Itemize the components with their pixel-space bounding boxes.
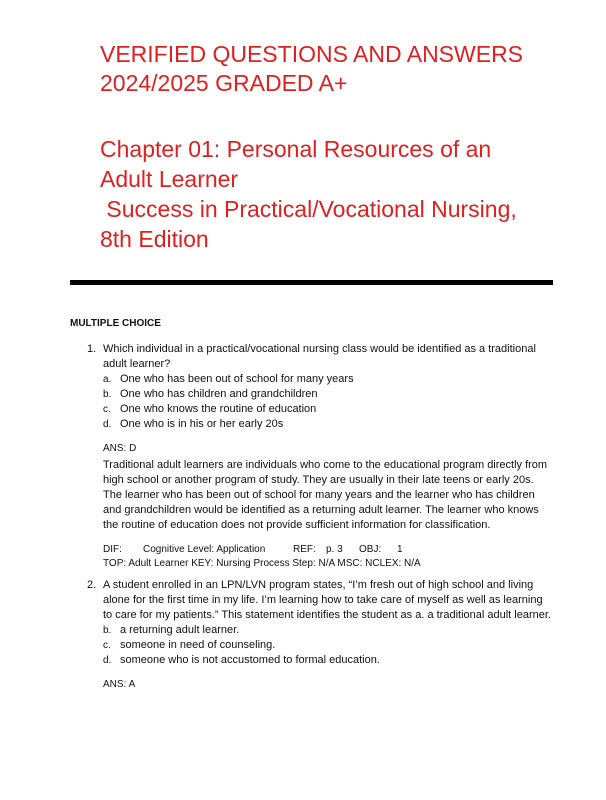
option-text: One who has children and grandchildren [120,388,318,400]
answer-key: ANS: A [103,679,136,690]
option-text: a returning adult learner. [120,624,240,636]
chapter-line-2: Adult Learner [100,166,239,192]
option-b [103,623,552,638]
answer-options [103,372,552,432]
option-letter: c. [103,640,111,651]
ref-value: p. 3 [326,544,343,555]
question-number: 2. [87,579,97,591]
ref-label: REF: [293,544,316,555]
answer-key: ANS: D [103,443,137,454]
question-1 [87,342,552,571]
chapter-line-1: Chapter 01: Personal Resources of an [100,136,492,162]
option-text: someone who is not accustomed to formal education. [120,654,380,666]
option-d [103,653,552,668]
option-d [103,417,552,432]
metadata-row-1 [103,543,552,557]
document-title-block [100,40,570,254]
option-c [103,402,552,417]
option-c [103,638,552,653]
answer-options [103,623,552,668]
question-number: 1. [87,343,97,355]
option-text: One who is in his or her early 20s [120,418,284,430]
option-a [103,372,552,387]
option-letter: b. [103,389,112,400]
question-metadata [103,543,552,571]
option-letter: a. [103,374,112,385]
answer-rationale: Traditional adult learners are individuals who come to the educational program directly from high school or another program of study. They are usually in their late teens or early 20s. The learner who has been out of school for many years and the learner who has children and grandchildren would be identified as a returning adult learner. The learner who knows the routine of education does not provide sufficient information for classification. [103,459,548,531]
option-letter: b. [103,625,112,636]
section-title: MULTIPLE CHOICE [70,318,161,329]
question-stem: Which individual in a practical/vocational nursing class would be identified as a traditional adult learner? [103,343,536,370]
verified-line-2: 2024/2025 GRADED A+ [100,70,348,96]
dif-label: DIF: [103,544,122,555]
heading-divider [70,280,553,285]
question-2 [87,578,552,692]
option-text: One who has been out of school for many years [120,373,354,385]
chapter-line-3: Success in Practical/Vocational Nursing, [100,196,517,222]
option-letter: c. [103,404,111,415]
option-letter: d. [103,419,112,430]
verified-line-1: VERIFIED QUESTIONS AND ANSWERS [100,41,524,67]
verified-heading [100,40,570,98]
option-text: someone in need of counseling. [120,639,276,651]
obj-label: OBJ: [359,544,382,555]
option-letter: d. [103,655,112,666]
chapter-heading [100,134,570,254]
question-stem: A student enrolled in an LPN/LVN program states, “I’m fresh out of high school and living alone for the first time in my life. I’m learning how to take care of myself as well as learning to care for my patients.” This statement identifies the student as a. a traditional adult learner. [103,579,551,621]
option-text: One who knows the routine of education [120,403,317,415]
metadata-row-2: TOP: Adult Learner KEY: Nursing Process Step: N/A MSC: NCLEX: N/A [103,558,421,569]
obj-value: 1 [397,544,403,555]
dif-value: Cognitive Level: Application [143,544,266,555]
option-b [103,387,552,402]
chapter-line-4: 8th Edition [100,226,209,252]
